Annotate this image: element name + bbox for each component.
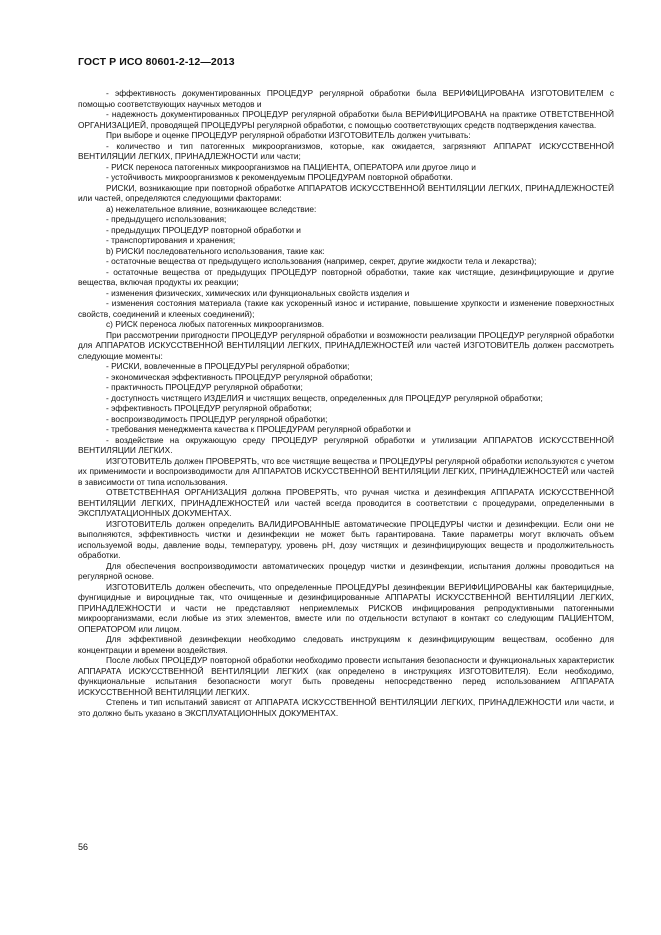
paragraph: После любых ПРОЦЕДУР повторной обработки необходимо провести испытания безопасности и функциональных характеристик АППАРАТА ИСКУССТВЕННОЙ ВЕНТИЛЯЦИИ ЛЕГКИХ (как определено в инструкциях ИЗГОТОВИТЕЛЯ). Если необходимо, функциональные испытания безопасности могут быть проведены непосредственно перед использованием АППАРАТА ИСКУССТВЕННОЙ ВЕНТИЛЯЦИИ ЛЕГКИХ. [78, 655, 614, 697]
paragraph: - изменения состояния материала (такие как ускоренный износ и истирание, повышение хрупкости и изменение поверхностных свойств, соединений и клееных соединений); [78, 298, 614, 319]
paragraph: Степень и тип испытаний зависят от АППАРАТА ИСКУССТВЕННОЙ ВЕНТИЛЯЦИИ ЛЕГКИХ, ПРИНАДЛЕЖНОСТИ или части, и это должно быть указано в ЭКСПЛУАТАЦИОННЫХ ДОКУМЕНТАХ. [78, 697, 614, 718]
paragraph: ОТВЕТСТВЕННАЯ ОРГАНИЗАЦИЯ должна ПРОВЕРЯТЬ, что ручная чистка и дезинфекция АППАРАТА ИСКУССТВЕННОЙ ВЕНТИЛЯЦИИ ЛЕГКИХ, ПРИНАДЛЕЖНОСТЕЙ или частей всегда проводится в соответствии с процедурами, определенными в ЭКСПЛУАТАЦИОННЫХ ДОКУМЕНТАХ. [78, 487, 614, 518]
paragraph: - количество и тип патогенных микроорганизмов, которые, как ожидается, загрязняют АППАРАТ ИСКУССТВЕННОЙ ВЕНТИЛЯЦИИ ЛЕГКИХ, ПРИНАДЛЕЖНОСТИ или части; [78, 140, 614, 161]
paragraph: Для эффективной дезинфекции необходимо следовать инструкциям к дезинфицирующим веществам, особенно для концентрации и времени воздействия. [78, 634, 614, 655]
paragraph: - изменения физических, химических или функциональных свойств изделия и [106, 287, 410, 298]
paragraph: - устойчивость микроорганизмов к рекомендуемым ПРОЦЕДУРАМ повторной обработки. [106, 172, 453, 182]
paragraph: - эффективность документированных ПРОЦЕДУР регулярной обработки была ВЕРИФИЦИРОВАНА ИЗГОТОВИТЕЛЕМ с помощью соответствующих научных методов и [78, 88, 614, 109]
paragraph: - экономическая эффективность ПРОЦЕДУР регулярной обработки; [106, 371, 373, 382]
paragraph: ИЗГОТОВИТЕЛЬ должен определить ВАЛИДИРОВАННЫЕ автоматические ПРОЦЕДУРЫ чистки и дезинфекции. Если они не выполняются, эффективность чистки и дезинфекции не может быть гарантирована. Такие параметры могут включать объем используемой воды, давление воды, температуру, уровень pH, дозу чистящих и дезинфицирующих веществ и продолжительность обработки. [78, 518, 614, 560]
paragraph: ИЗГОТОВИТЕЛЬ должен обеспечить, что определенные ПРОЦЕДУРЫ дезинфекции ВЕРИФИЦИРОВАНЫ как бактерицидные, фунгицидные и вироцидные так, что очищенные и дезинфицированные АППАРАТЫ ИСКУССТВЕННОЙ ВЕНТИЛЯЦИИ ЛЕГКИХ, ПРИНАДЛЕЖНОСТИ и части не представляют неприемлемых РИСКОВ инфицирования репродуктивными патогенными микроорганизмами, если любые из этих элементов, вместе или по отдельности вступают в контакт со следующим ПАЦИЕНТОМ, ОПЕРАТОРОМ или лицом. [78, 581, 614, 634]
paragraph: Для обеспечения воспроизводимости автоматических процедур чистки и дезинфекции, испытания должны проводиться на регулярной основе. [78, 560, 614, 581]
page-number: 56 [78, 842, 89, 852]
paragraph: - требования менеджмента качества к ПРОЦЕДУРАМ регулярной обработки и [106, 424, 411, 434]
paragraph: b) РИСКИ последовательного использования, такие как: [106, 245, 325, 256]
paragraph: - доступность чистящего ИЗДЕЛИЯ и чистящих веществ, определенных для ПРОЦЕДУР регулярной обработки; [106, 392, 543, 403]
paragraph: - воздействие на окружающую среду ПРОЦЕДУР регулярной обработки и утилизации АППАРАТОВ ИСКУССТВЕННОЙ ВЕНТИЛЯЦИИ ЛЕГКИХ. [78, 434, 614, 455]
paragraph: - остаточные вещества от предыдущего использования (например, секрет, другие жидкости тела и лекарства); [106, 256, 537, 266]
paragraph: - воспроизводимость ПРОЦЕДУР регулярной обработки; [106, 413, 328, 424]
document-header: ГОСТ Р ИСО 80601-2-12—2013 [78, 56, 235, 68]
paragraph: - практичность ПРОЦЕДУР регулярной обработки; [106, 382, 303, 392]
paragraph: c) РИСК переноса любых патогенных микроорганизмов. [106, 319, 325, 329]
paragraph: - эффективность ПРОЦЕДУР регулярной обработки; [106, 403, 312, 413]
paragraph: - надежность документированных ПРОЦЕДУР регулярной обработки была ВЕРИФИЦИРОВАНА на практике ОТВЕТСТВЕННОЙ ОРГАНИЗАЦИЕЙ, проводящей ПРОЦЕДУРЫ регулярной обработки, с помощью соответствующих средств подтверждения качества. [78, 109, 614, 130]
paragraph: - РИСК переноса патогенных микроорганизмов на ПАЦИЕНТА, ОПЕРАТОРА или другое лицо и [106, 161, 476, 172]
body-text [78, 88, 614, 718]
paragraph: - остаточные вещества от предыдущих ПРОЦЕДУР повторной обработки, такие как чистящие, дезинфицирующие и другие вещества, включая продукты их реакции; [78, 266, 614, 287]
paragraph: ИЗГОТОВИТЕЛЬ должен ПРОВЕРЯТЬ, что все чистящие вещества и ПРОЦЕДУРЫ регулярной обработки используются с учетом их применимости и воспроизводимости для АППАРАТОВ ИСКУССТВЕННОЙ ВЕНТИЛЯЦИИ ЛЕГКИХ, ПРИНАДЛЕЖНОСТЕЙ или частей в зависимости от типа использования. [78, 455, 614, 487]
paragraph: При выборе и оценке ПРОЦЕДУР регулярной обработки ИЗГОТОВИТЕЛЬ должен учитывать: [106, 130, 471, 140]
paragraph: При рассмотрении пригодности ПРОЦЕДУР регулярной обработки и возможности реализации ПРОЦЕДУР регулярной обработки для АППАРАТОВ ИСКУССТВЕННОЙ ВЕНТИЛЯЦИИ ЛЕГКИХ, ПРИНАДЛЕЖНОСТЕЙ или частей ИЗГОТОВИТЕЛЬ должен рассмотреть следующие моменты: [78, 329, 614, 361]
paragraph: - транспортирования и хранения; [106, 235, 236, 245]
paragraph: - предыдущего использования; [106, 214, 227, 224]
paragraph: - РИСКИ, вовлеченные в ПРОЦЕДУРЫ регулярной обработки; [106, 361, 350, 371]
paragraph: - предыдущих ПРОЦЕДУР повторной обработки и [106, 224, 301, 235]
paragraph: РИСКИ, возникающие при повторной обработке АППАРАТОВ ИСКУССТВЕННОЙ ВЕНТИЛЯЦИИ ЛЕГКИХ, ПРИНАДЛЕЖНОСТЕЙ или частей, определяются следующими факторами: [78, 182, 614, 203]
paragraph: a) нежелательное влияние, возникающее вследствие: [106, 203, 317, 214]
